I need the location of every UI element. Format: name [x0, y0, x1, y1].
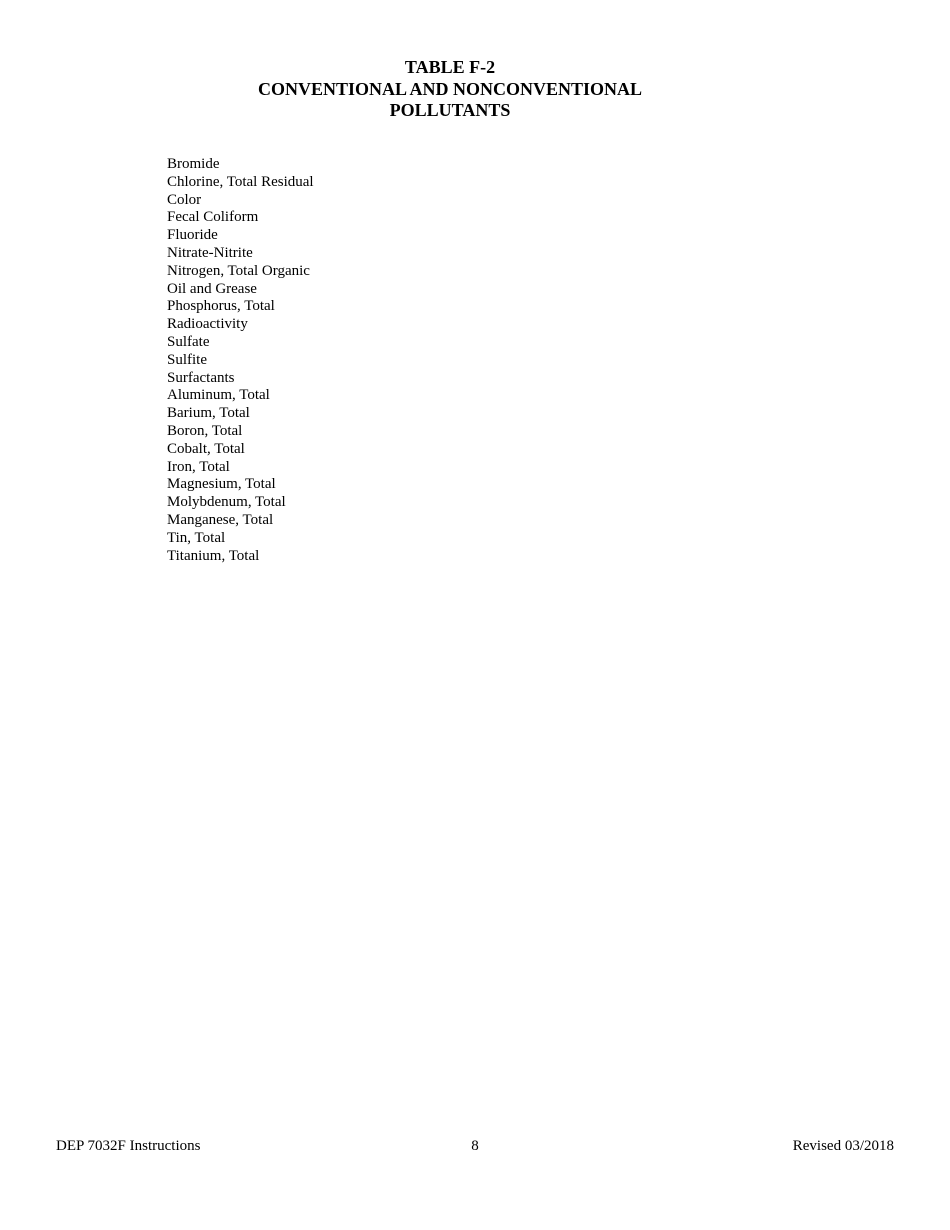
list-item: Fluoride	[167, 227, 218, 244]
list-item: Radioactivity	[167, 316, 248, 333]
list-item: Fecal Coliform	[167, 209, 259, 226]
list-item: Nitrogen, Total Organic	[167, 262, 310, 279]
table-title	[0, 57, 900, 122]
list-item: Nitrate-Nitrite	[167, 244, 253, 261]
list-item: Surfactants	[167, 369, 235, 386]
list-item: Cobalt, Total	[167, 440, 245, 457]
list-item: Sulfate	[167, 333, 210, 350]
pollutant-list	[167, 156, 314, 565]
list-item: Iron, Total	[167, 458, 230, 475]
list-item: Barium, Total	[167, 405, 250, 422]
list-item: Oil and Grease	[167, 280, 257, 297]
list-item: Molybdenum, Total	[167, 494, 286, 511]
table-title-line-3: POLLUTANTS	[389, 100, 511, 120]
footer-page-number: 8	[471, 1138, 479, 1154]
list-item: Titanium, Total	[167, 547, 260, 564]
list-item: Phosphorus, Total	[167, 298, 275, 315]
list-item: Aluminum, Total	[167, 387, 270, 404]
list-item: Magnesium, Total	[167, 476, 276, 493]
list-item: Chlorine, Total Residual	[167, 173, 314, 190]
page-footer	[56, 1137, 894, 1155]
table-title-line-2: CONVENTIONAL AND NONCONVENTIONAL	[257, 78, 643, 99]
list-item: Color	[167, 191, 202, 208]
list-item: Sulfite	[167, 351, 207, 368]
list-item: Manganese, Total	[167, 511, 274, 528]
footer-form-name: DEP 7032F Instructions	[56, 1138, 201, 1154]
list-item: Boron, Total	[167, 422, 243, 439]
footer-revision: Revised 03/2018	[792, 1138, 894, 1154]
list-item: Tin, Total	[167, 529, 226, 546]
list-item: Bromide	[167, 156, 220, 172]
table-title-line-1: TABLE F-2	[404, 57, 496, 77]
